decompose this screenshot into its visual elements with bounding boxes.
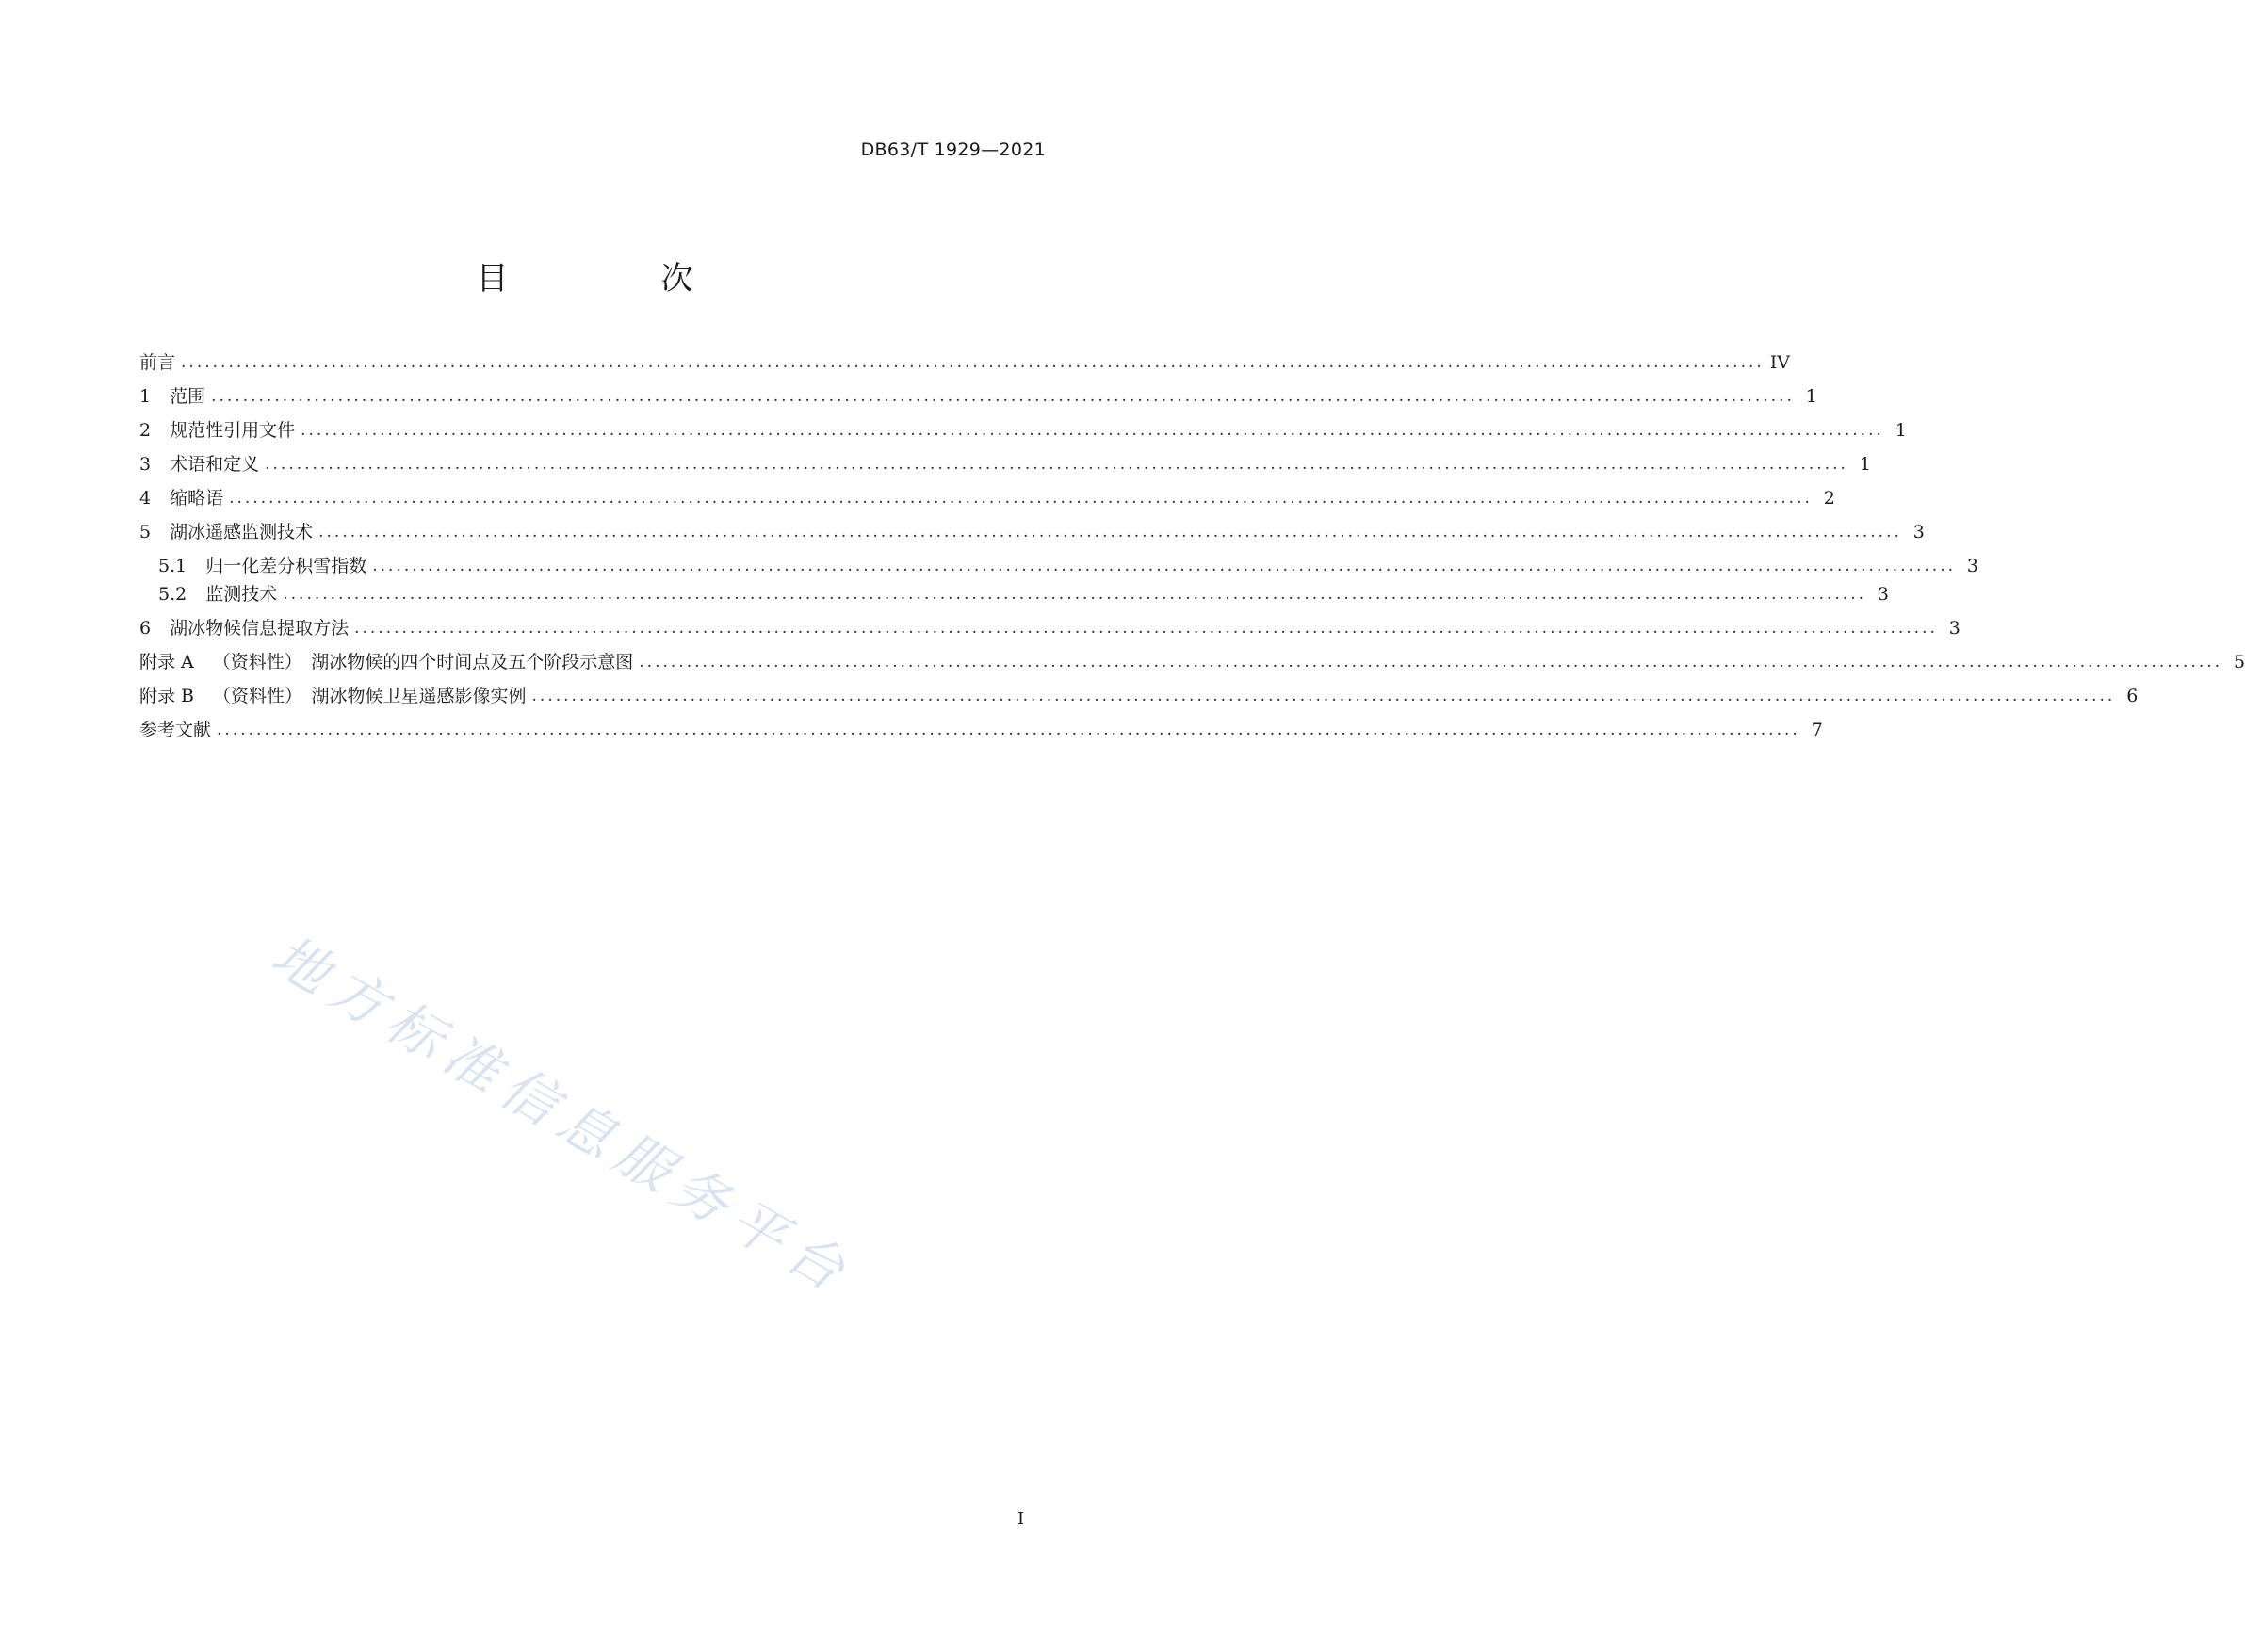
toc-entry-normative-references[interactable] [139,416,1907,445]
toc-entry-monitoring-tech[interactable] [139,518,1925,546]
toc-entry-page: 3 [1966,556,1978,576]
toc-entry-label: 前言 [139,352,176,373]
toc-leader: ........................................................................................................................................................................................................ [265,455,1848,474]
toc-entry-ndsi[interactable] [158,552,1978,580]
toc-entry-page: 3 [1948,618,1960,639]
toc-entry-label: 缩略语 [170,488,224,509]
toc-entry-terms[interactable] [139,450,1871,478]
toc-entry-number: 6 [139,618,152,639]
toc-entry-foreword[interactable] [139,348,1791,377]
toc-entry-label: （资料性） 湖冰物候的四个时间点及五个阶段示意图 [212,652,634,672]
toc-leader: ........................................................................................................................................................................................................ [354,619,1938,638]
toc-entry-page: 3 [1877,584,1889,605]
toc-entry-label: （资料性） 湖冰物候卫星遥感影像实例 [213,686,527,706]
toc-leader: ........................................................................................................................................................................................................ [211,387,1795,406]
toc-entry-extraction-method[interactable] [139,614,1960,642]
toc-entry-number: 4 [139,488,152,509]
toc-entry-label: 参考文献 [139,720,212,740]
toc-entry-page: 2 [1823,488,1835,509]
toc-entry-annex-b[interactable] [139,682,2139,710]
toc-entry-number: 5 [139,522,152,543]
standard-code: DB63/T 1929—2021 [860,139,1046,160]
toc-entry-label: 湖冰物候信息提取方法 [170,618,350,639]
toc-entry-page: 5 [2233,652,2245,672]
toc-entry-number: 附录 B [139,686,195,706]
toc-leader: ........................................................................................................................................................................................................ [181,353,1765,372]
toc-leader: ........................................................................................................................................................................................................ [318,523,1902,542]
toc-entry-label: 湖冰遥感监测技术 [170,522,314,543]
toc-entry-page: 1 [1805,386,1817,407]
toc-entry-page: 6 [2126,686,2139,706]
toc-entry-page: 7 [1811,720,1823,740]
toc-entry-monitoring[interactable] [158,580,1889,608]
toc-leader: ........................................................................................................................................................................................................ [283,585,1866,604]
toc-entry-page: 3 [1912,522,1925,543]
toc-entry-number: 5.1 [158,556,187,576]
toc-entry-page: 1 [1859,454,1871,475]
watermark: 地方标准信息服务平台 [261,922,865,1308]
toc-leader: ........................................................................................................................................................................................................ [639,653,2223,672]
toc-entry-label: 监测技术 [205,584,278,605]
toc-entry-scope[interactable] [139,382,1817,411]
page-number: I [1017,1509,1025,1529]
toc-entry-annex-a[interactable] [139,648,2245,676]
toc-entry-number: 附录 A [139,652,194,672]
toc-entry-page: 1 [1895,420,1907,441]
toc-leader: ........................................................................................................................................................................................................ [217,721,1800,739]
toc-entry-label: 归一化差分积雪指数 [205,556,367,576]
toc-leader: ........................................................................................................................................................................................................ [531,687,2116,705]
toc-entry-label: 术语和定义 [170,454,260,475]
page-title: 目 次 [476,260,754,298]
toc-entry-label: 范围 [170,386,206,407]
toc-leader: ........................................................................................................................................................................................................ [301,421,1884,440]
toc-entry-number: 1 [139,386,152,407]
toc-entry-label: 规范性引用文件 [170,420,296,441]
toc-entry-number: 2 [139,420,152,441]
toc-entry-number: 5.2 [158,584,187,605]
toc-entry-bibliography[interactable] [139,716,1823,744]
toc-entry-number: 3 [139,454,152,475]
toc-leader: ........................................................................................................................................................................................................ [229,489,1813,508]
toc-leader: ........................................................................................................................................................................................................ [372,557,1956,575]
toc-entry-page: IV [1769,352,1791,373]
toc-entry-abbreviations[interactable] [139,484,1835,512]
